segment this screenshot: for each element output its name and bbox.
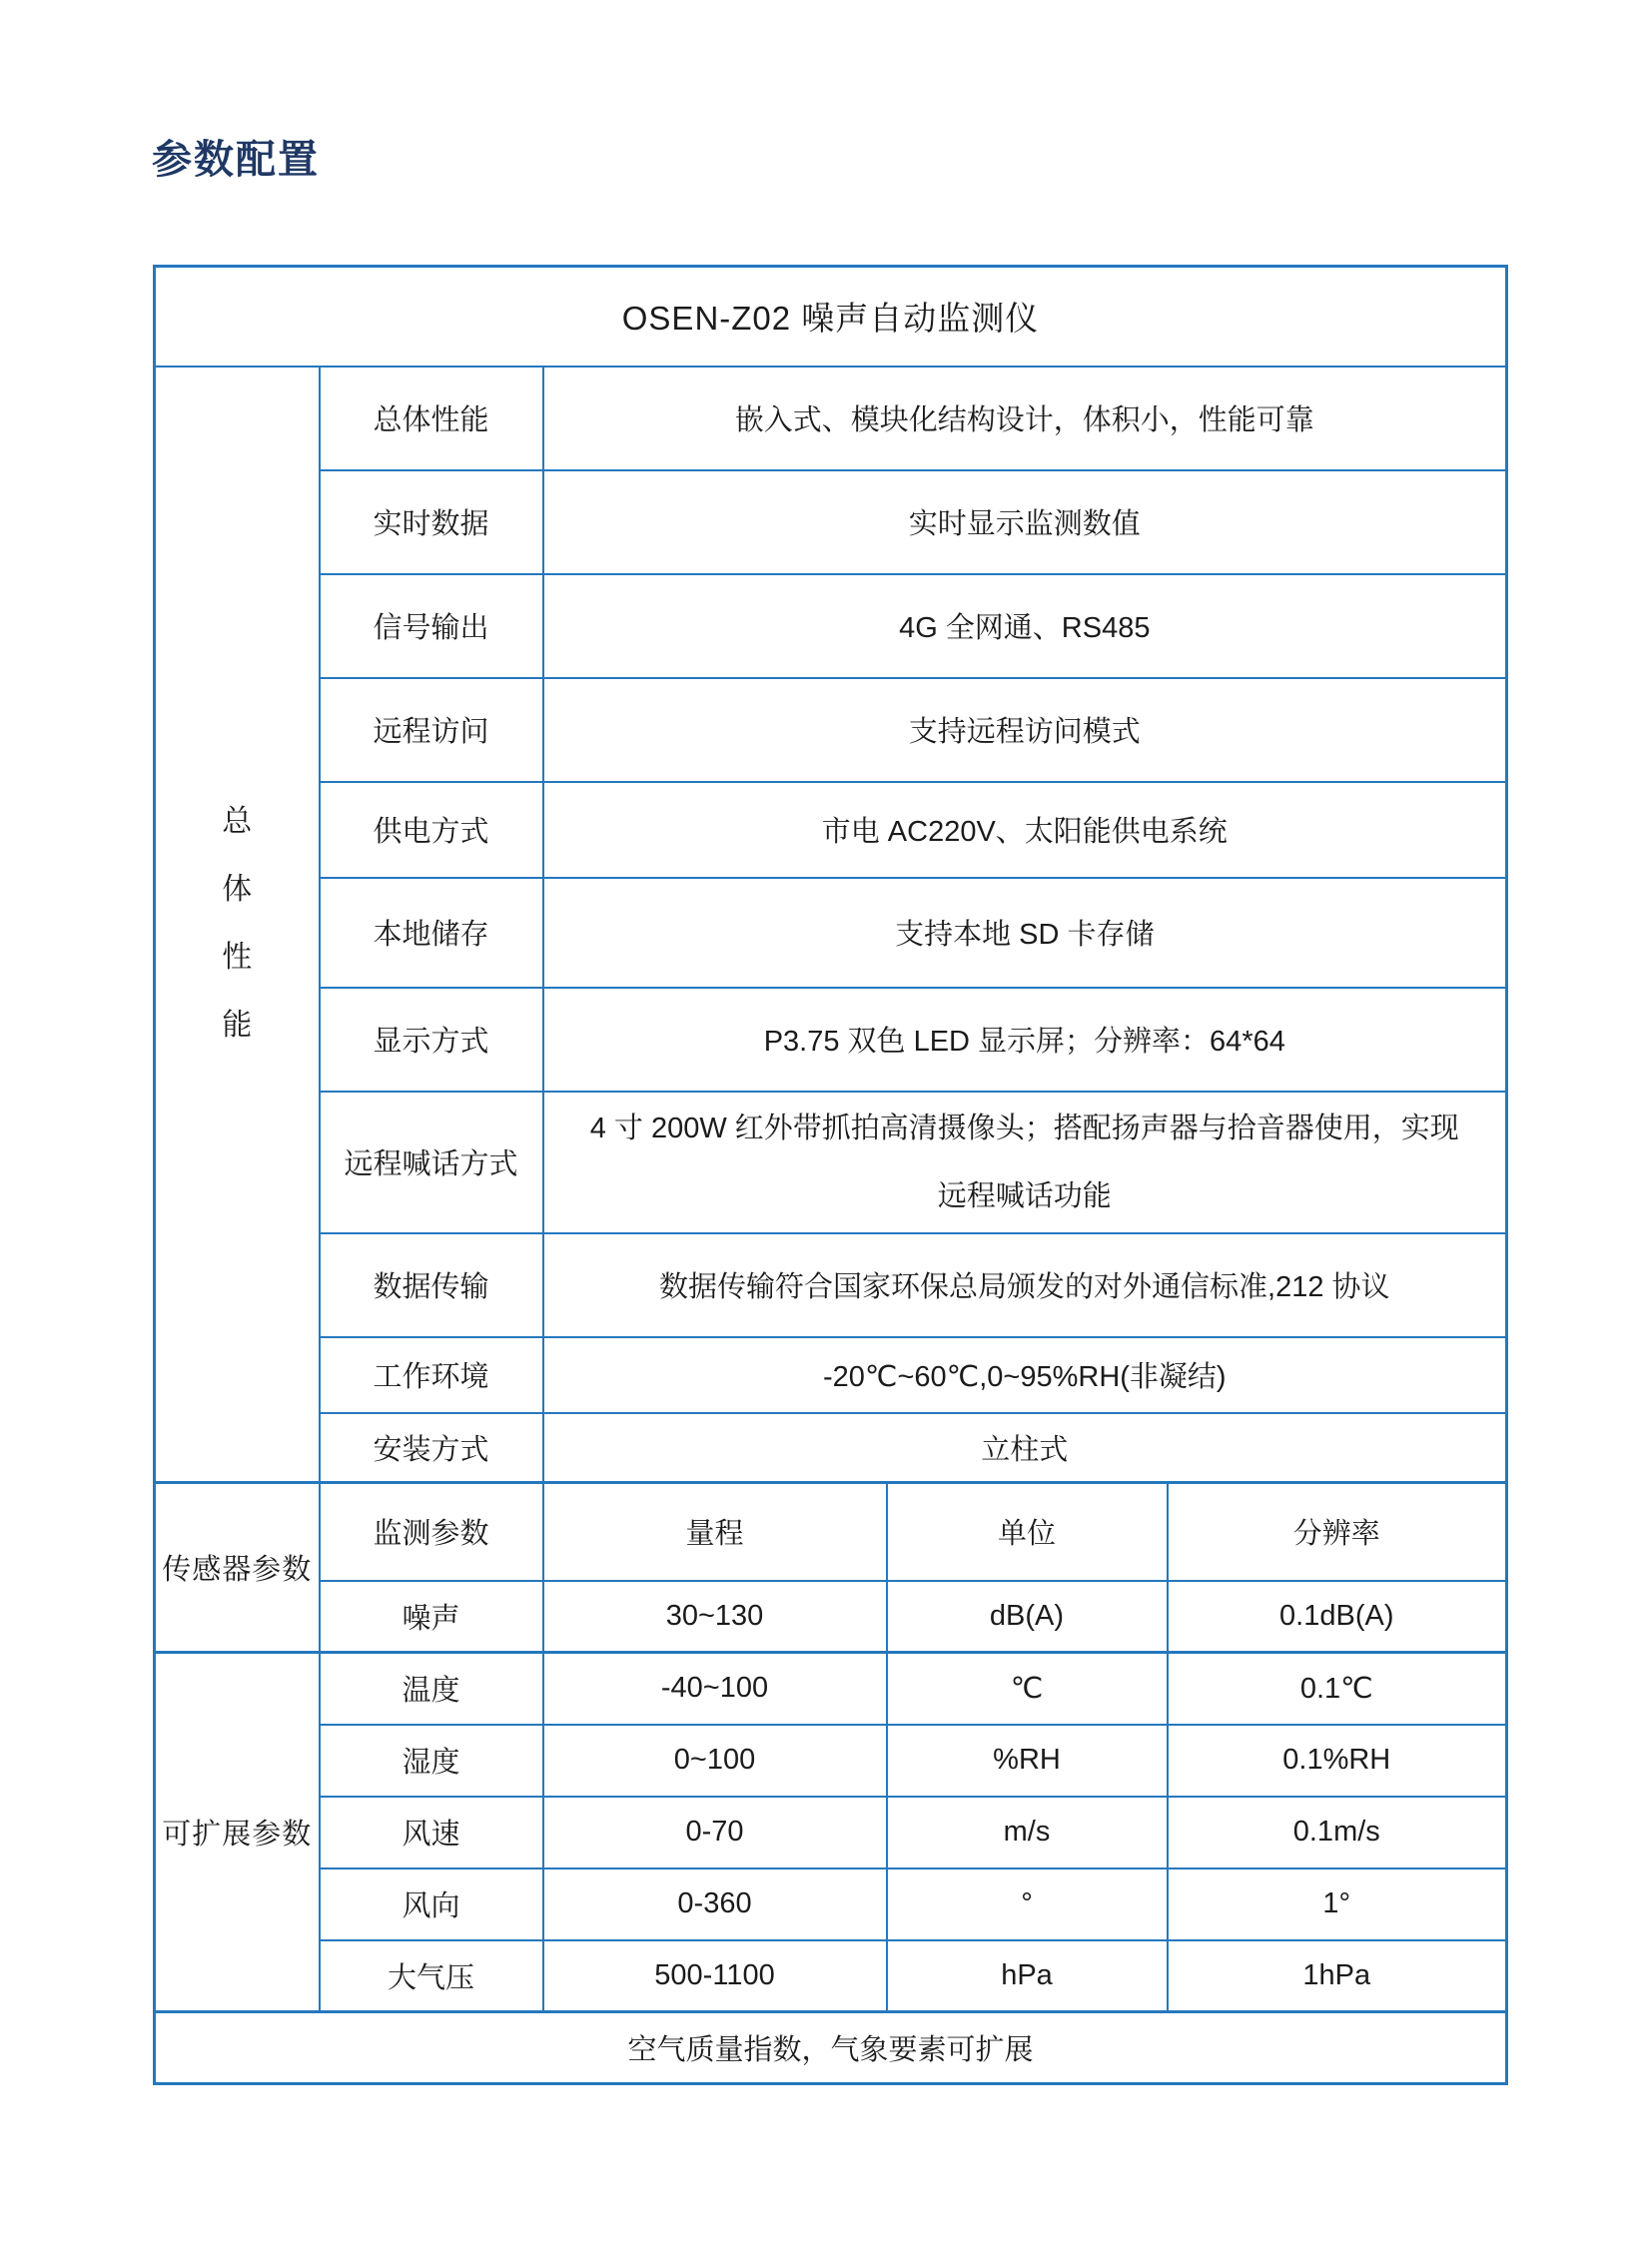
table-row	[155, 878, 1507, 988]
table-row	[155, 1483, 1507, 1581]
row-value-line: 4 寸 200W 红外带抓拍高清摄像头；搭配扬声器与拾音器使用，实现	[589, 1112, 1459, 1144]
column-header-resolution: 分辨率	[1168, 1483, 1507, 1581]
cell-param: 噪声	[320, 1581, 543, 1653]
row-value: 数据传输符合国家环保总局颁发的对外通信标准,212 协议	[543, 1233, 1507, 1337]
section-label-expandable: 可扩展参数	[155, 1653, 320, 2012]
table-row	[155, 678, 1507, 782]
cell-param: 温度	[320, 1653, 543, 1725]
section-label-char: 能	[222, 1009, 253, 1043]
row-value	[543, 1092, 1507, 1233]
table-row	[155, 367, 1507, 470]
table-row	[155, 1868, 1507, 1940]
row-value: 支持本地 SD 卡存储	[543, 878, 1507, 988]
table-row	[155, 1092, 1507, 1233]
column-header-param: 监测参数	[320, 1483, 543, 1581]
row-value: 嵌入式、模块化结构设计，体积小，性能可靠	[543, 367, 1507, 470]
cell-unit: %RH	[887, 1725, 1168, 1797]
row-value: 支持远程访问模式	[543, 678, 1507, 782]
cell-range: -40~100	[543, 1653, 887, 1725]
row-label: 总体性能	[320, 367, 543, 470]
cell-range: 0-70	[543, 1797, 887, 1868]
table-row	[155, 1725, 1507, 1797]
section-label-general	[155, 367, 320, 1483]
row-label: 本地储存	[320, 878, 543, 988]
row-label: 工作环境	[320, 1337, 543, 1413]
table-title: OSEN-Z02 噪声自动监测仪	[155, 267, 1507, 367]
row-value-line: 远程喊话功能	[937, 1179, 1112, 1212]
table-row	[155, 1653, 1507, 1725]
table-footer-note: 空气质量指数，气象要素可扩展	[155, 2012, 1507, 2084]
section-label-char: 体	[222, 873, 253, 907]
section-label-char: 总	[222, 805, 253, 839]
row-label: 安装方式	[320, 1413, 543, 1483]
cell-unit: °	[887, 1868, 1168, 1940]
table-row	[155, 1233, 1507, 1337]
table-row	[155, 1413, 1507, 1483]
row-label: 远程访问	[320, 678, 543, 782]
row-value: -20℃~60℃,0~95%RH(非凝结)	[543, 1337, 1507, 1413]
row-label: 信号输出	[320, 574, 543, 678]
cell-param: 风向	[320, 1868, 543, 1940]
cell-param: 风速	[320, 1797, 543, 1868]
cell-param: 湿度	[320, 1725, 543, 1797]
section-label-sensor: 传感器参数	[155, 1483, 320, 1653]
spec-table	[153, 265, 1508, 2085]
cell-range: 0-360	[543, 1868, 887, 1940]
cell-range: 30~130	[543, 1581, 887, 1653]
cell-unit: hPa	[887, 1940, 1168, 2012]
table-row	[155, 470, 1507, 574]
cell-resolution: 0.1dB(A)	[1168, 1581, 1507, 1653]
table-row	[155, 782, 1507, 878]
cell-param: 大气压	[320, 1940, 543, 2012]
row-label: 显示方式	[320, 988, 543, 1092]
row-label: 供电方式	[320, 782, 543, 878]
row-value: 市电 AC220V、太阳能供电系统	[543, 782, 1507, 878]
cell-resolution: 0.1%RH	[1168, 1725, 1507, 1797]
table-row	[155, 1797, 1507, 1868]
section-label-char: 性	[222, 941, 253, 975]
cell-resolution: 1hPa	[1168, 1940, 1507, 2012]
table-row	[155, 574, 1507, 678]
row-value: 实时显示监测数值	[543, 470, 1507, 574]
cell-resolution: 1°	[1168, 1868, 1507, 1940]
table-row	[155, 1337, 1507, 1413]
column-header-unit: 单位	[887, 1483, 1168, 1581]
row-label: 数据传输	[320, 1233, 543, 1337]
row-value: P3.75 双色 LED 显示屏；分辨率：64*64	[543, 988, 1507, 1092]
cell-resolution: 0.1m/s	[1168, 1797, 1507, 1868]
table-row	[155, 2012, 1507, 2084]
table-row	[155, 1940, 1507, 2012]
table-row	[155, 1581, 1507, 1653]
cell-unit: ℃	[887, 1653, 1168, 1725]
table-row	[155, 988, 1507, 1092]
row-value: 4G 全网通、RS485	[543, 574, 1507, 678]
cell-resolution: 0.1℃	[1168, 1653, 1507, 1725]
row-label: 远程喊话方式	[320, 1092, 543, 1233]
page-title: 参数配置	[152, 138, 320, 182]
row-label: 实时数据	[320, 470, 543, 574]
cell-unit: dB(A)	[887, 1581, 1168, 1653]
table-row	[155, 267, 1507, 367]
column-header-range: 量程	[543, 1483, 887, 1581]
cell-unit: m/s	[887, 1797, 1168, 1868]
cell-range: 500-1100	[543, 1940, 887, 2012]
cell-range: 0~100	[543, 1725, 887, 1797]
row-value: 立柱式	[543, 1413, 1507, 1483]
